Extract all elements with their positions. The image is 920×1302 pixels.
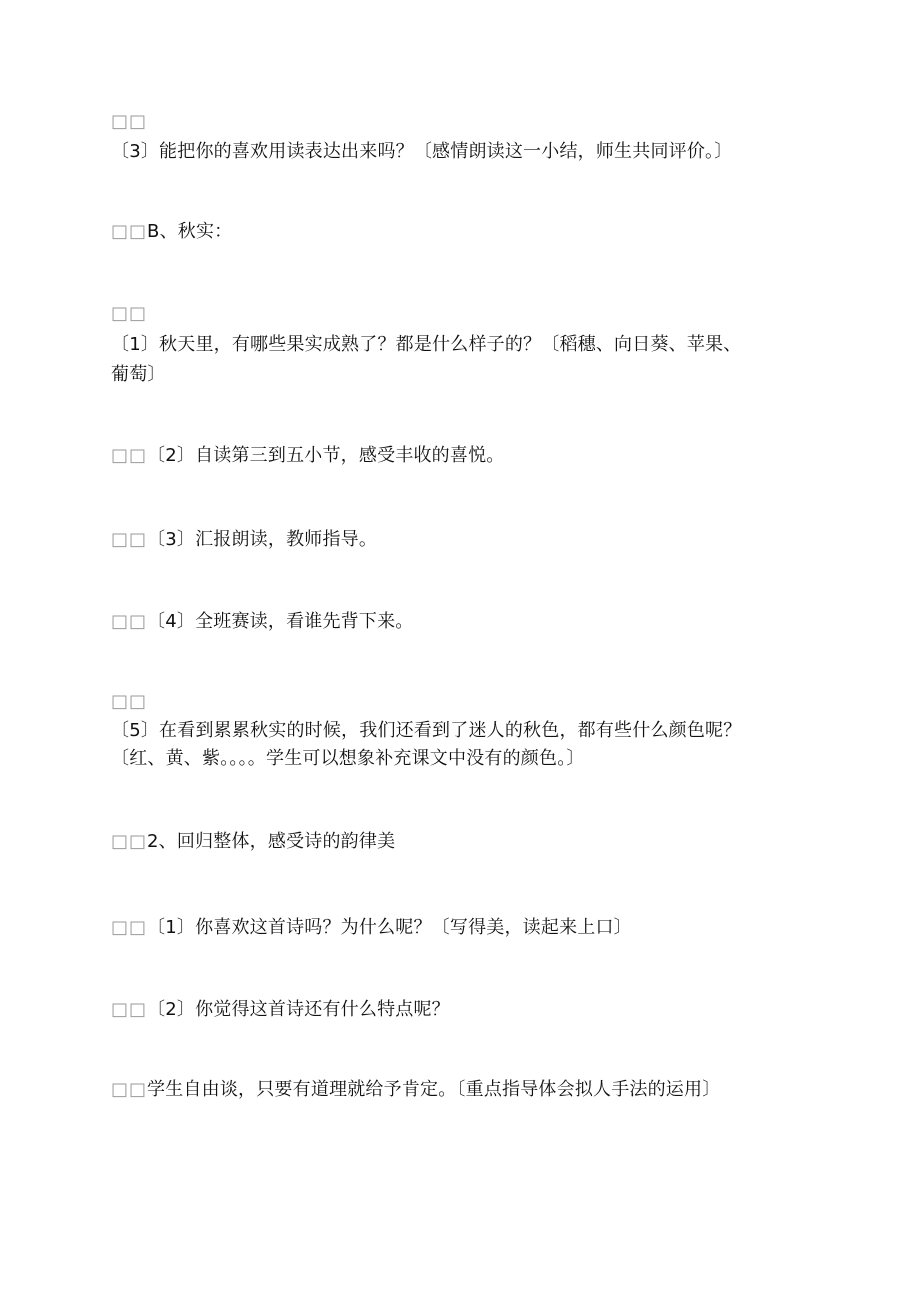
text-line bbox=[111, 717, 741, 745]
text-line bbox=[111, 1076, 720, 1104]
line-text: 〔1〕你喜欢这首诗吗？为什么呢？〔写得美，读起来上口〕 bbox=[147, 917, 632, 938]
placeholder-glyphs: □□ bbox=[111, 111, 148, 132]
placeholder-glyphs: □□ bbox=[111, 529, 148, 550]
line-text: 〔1〕秋天里，有哪些果实成熟了？都是什么样子的？〔稻穗、向日葵、苹果、 bbox=[111, 334, 742, 355]
placeholder-glyphs: □□ bbox=[111, 831, 148, 852]
line-text: 〔2〕你觉得这首诗还有什么特点呢？ bbox=[147, 999, 450, 1020]
line-text: 〔3〕能把你的喜欢用读表达出来吗？〔感情朗读这一小结，师生共同评价。〕 bbox=[111, 141, 733, 162]
line-text: 〔3〕汇报朗读，教师指导。 bbox=[147, 529, 378, 550]
text-line bbox=[111, 218, 232, 246]
line-text: 学生自由谈，只要有道理就给予肯定。〔重点指导体会拟人手法的运用〕 bbox=[147, 1079, 721, 1100]
text-line bbox=[111, 745, 585, 773]
text-line bbox=[111, 688, 147, 716]
text-line bbox=[111, 300, 147, 328]
line-text: 〔5〕在看到累累秋实的时候，我们还看到了迷人的秋色，都有些什么颜色呢？ bbox=[111, 720, 742, 741]
line-text: 葡萄〕 bbox=[111, 364, 166, 385]
text-line bbox=[111, 442, 504, 470]
placeholder-glyphs: □□ bbox=[111, 221, 148, 242]
text-line bbox=[111, 828, 395, 856]
text-line bbox=[111, 608, 413, 636]
text-line bbox=[111, 996, 450, 1024]
text-line bbox=[111, 914, 632, 942]
line-text: 2、回归整体，感受诗的韵律美 bbox=[147, 831, 396, 852]
line-text: 〔4〕全班赛读，看谁先背下来。 bbox=[147, 611, 414, 632]
line-text: 〔红、黄、紫。。。。学生可以想象补充课文中没有的颜色。〕 bbox=[111, 748, 585, 769]
placeholder-glyphs: □□ bbox=[111, 917, 148, 938]
text-line bbox=[111, 108, 147, 136]
line-text: B、秋实： bbox=[147, 221, 233, 242]
placeholder-glyphs: □□ bbox=[111, 303, 148, 324]
text-line bbox=[111, 361, 166, 389]
placeholder-glyphs: □□ bbox=[111, 445, 148, 466]
placeholder-glyphs: □□ bbox=[111, 999, 148, 1020]
text-line bbox=[111, 331, 741, 359]
line-text: 〔2〕自读第三到五小节，感受丰收的喜悦。 bbox=[147, 445, 505, 466]
placeholder-glyphs: □□ bbox=[111, 611, 148, 632]
text-line bbox=[111, 138, 732, 166]
placeholder-glyphs: □□ bbox=[111, 691, 148, 712]
placeholder-glyphs: □□ bbox=[111, 1079, 148, 1100]
text-line bbox=[111, 526, 377, 554]
